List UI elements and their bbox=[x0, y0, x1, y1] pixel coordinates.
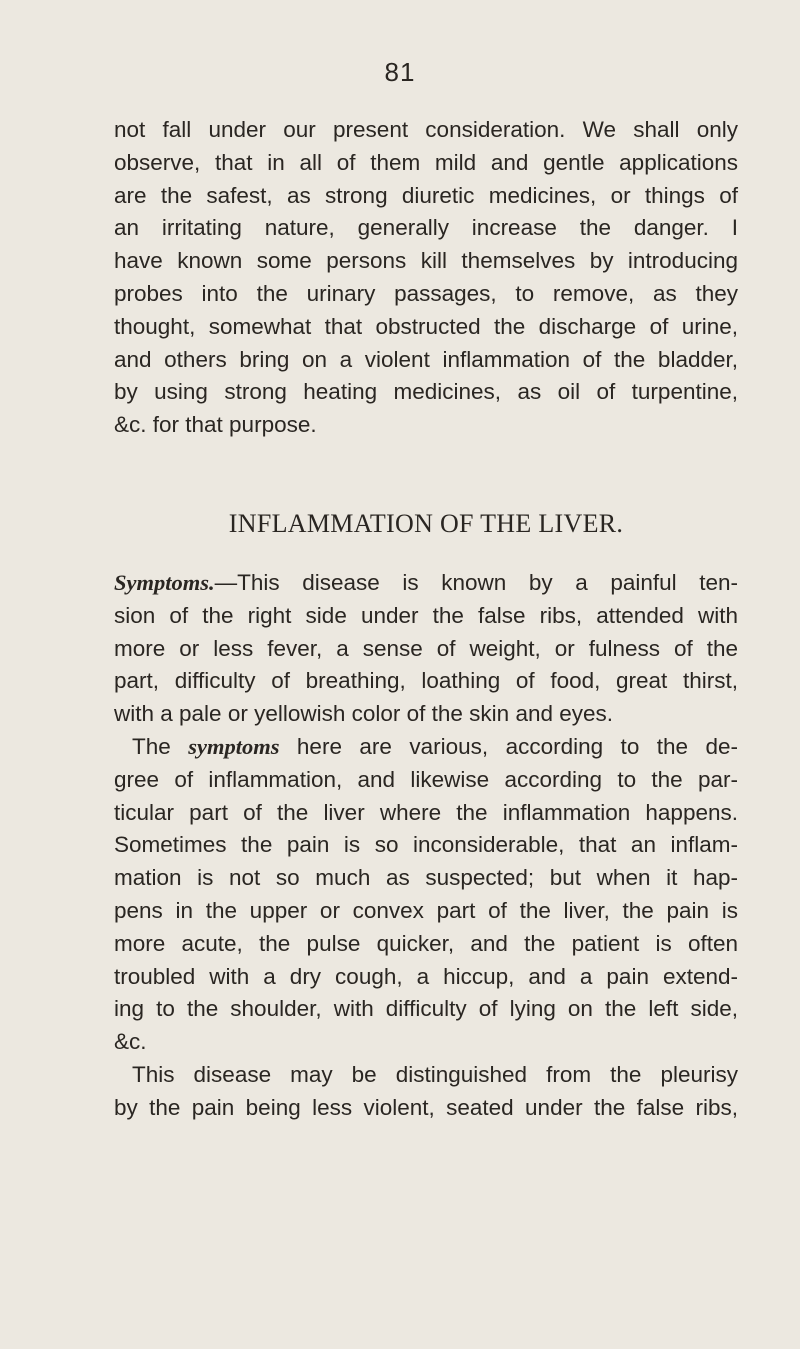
text-line: are the safest, as strong diuretic medicines, or things of bbox=[114, 182, 738, 208]
text-line: by the pain being less violent, seated under the false ribs, bbox=[114, 1094, 738, 1120]
text-line: mation is not so much as suspected; but when it hap- bbox=[114, 865, 738, 891]
text-line: This disease may be distinguished from the pleurisy bbox=[132, 1061, 738, 1087]
symptoms-first-line bbox=[114, 567, 738, 600]
text-line: by using strong heating medicines, as oil of turpentine, bbox=[114, 379, 738, 405]
text-line: &c. for that purpose. bbox=[114, 412, 317, 438]
symptoms-label: Symptoms. bbox=[114, 570, 215, 595]
text-line: part, difficulty of breathing, loathing of food, great thirst, bbox=[114, 668, 738, 694]
text-line: with a pale or yellowish color of the skin and eyes. bbox=[114, 701, 614, 727]
section-body bbox=[114, 567, 738, 1125]
text-line: pens in the upper or convex part of the liver, the pain is bbox=[114, 897, 738, 923]
text-line: not fall under our present consideration. We shall only bbox=[114, 117, 738, 142]
text-line: have known some persons kill themselves by introducing bbox=[114, 248, 738, 274]
text-line: ing to the shoulder, with difficulty of lying on the left side, bbox=[114, 996, 738, 1022]
text-line: gree of inflammation, and likewise according to the par- bbox=[114, 766, 738, 792]
text-line: ticular part of the liver where the inflammation happens. bbox=[114, 799, 738, 825]
text-line: more or less fever, a sense of weight, or fulness of the bbox=[114, 635, 738, 661]
text-line: Sometimes the pain is so inconsiderable, that an inflam- bbox=[114, 832, 738, 858]
symptoms-first-line-text: —This disease is known by a painful ten- bbox=[214, 570, 738, 595]
text-line: probes into the urinary passages, to remove, as they bbox=[114, 280, 738, 306]
section-heading: INFLAMMATION OF THE LIVER. bbox=[228, 509, 624, 538]
para2-first-line bbox=[114, 731, 738, 764]
para2-lead: The bbox=[132, 733, 189, 759]
top-paragraph bbox=[114, 114, 738, 442]
text-line: sion of the right side under the false ribs, attended with bbox=[114, 602, 738, 628]
text-line: and others bring on a violent inflammation of the bladder, bbox=[114, 346, 738, 372]
text-line: troubled with a dry cough, a hiccup, and a pain extend- bbox=[114, 963, 738, 989]
para2-italic-word: symptoms bbox=[188, 733, 280, 759]
para2-first-line-text: here are various, according to the de- bbox=[279, 733, 738, 759]
text-line: an irritating nature, generally increase the danger. I bbox=[114, 215, 738, 241]
page-number: 81 bbox=[384, 57, 416, 87]
text-line: &c. bbox=[114, 1029, 147, 1055]
text-line: more acute, the pulse quicker, and the patient is often bbox=[114, 930, 738, 956]
text-line: observe, that in all of them mild and gentle applications bbox=[114, 149, 738, 175]
text-line: thought, somewhat that obstructed the discharge of urine, bbox=[114, 313, 738, 339]
